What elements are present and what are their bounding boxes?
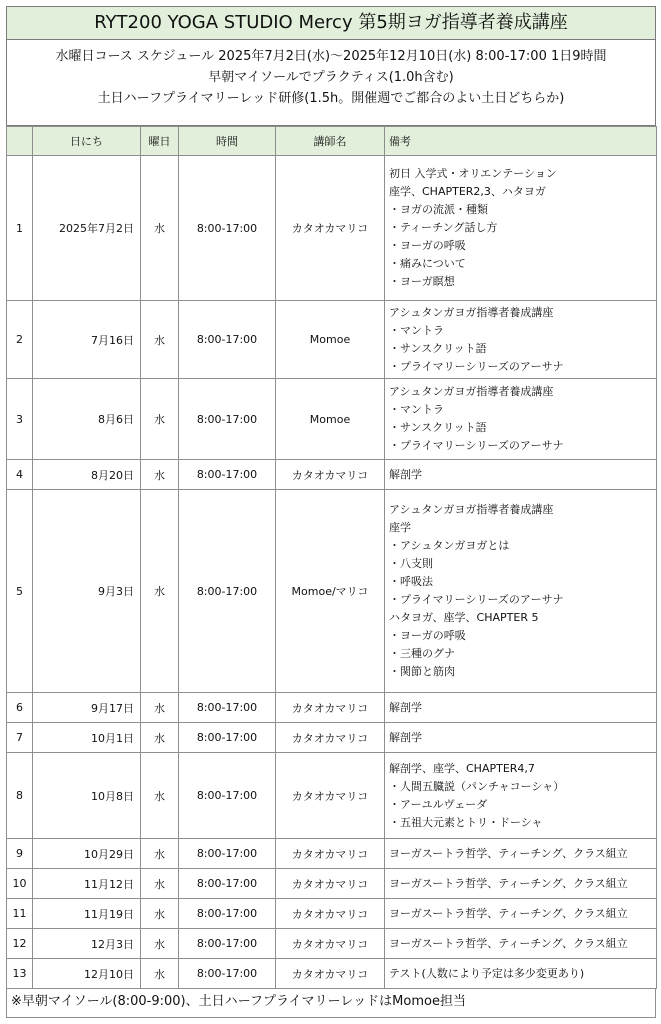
header-date: 日にち [33,127,141,156]
row-date: 8月20日 [33,460,141,490]
row-day: 水 [141,723,179,753]
row-number: 5 [7,490,33,693]
table-row [7,929,657,959]
note-line: 解剖学 [389,700,422,714]
note-line: ・プライマリーシリーズのアーサナ [389,439,564,452]
note-line: 座学、CHAPTER2,3、ハタヨガ [389,185,546,198]
row-number: 11 [7,899,33,929]
row-date: 8月6日 [33,379,141,460]
row-time: 8:00-17:00 [179,839,276,869]
row-notes [385,693,657,723]
row-day: 水 [141,753,179,839]
note-line: ・痛みについて [389,257,466,270]
header-notes: 備考 [385,127,657,156]
row-number: 9 [7,839,33,869]
note-line: ・三種のグナ [389,647,455,660]
row-number: 6 [7,693,33,723]
row-notes [385,460,657,490]
row-date: 2025年7月2日 [33,156,141,301]
note-line: 座学 [389,521,411,534]
row-date: 12月10日 [33,959,141,989]
row-instructor: カタオカマリコ [276,959,385,989]
footer-note: ※早朝マイソール(8:00-9:00)、土日ハーフプライマリーレッドはMomoe担当 [6,988,656,1018]
table-header-row [7,127,657,156]
table-row [7,301,657,379]
page-title: RYT200 YOGA STUDIO Mercy 第5期ヨガ指導者養成講座 [6,6,656,40]
row-time: 8:00-17:00 [179,490,276,693]
table-row [7,460,657,490]
row-day: 水 [141,379,179,460]
note-line: ハタヨガ、座学、CHAPTER 5 [389,611,539,624]
row-date: 10月8日 [33,753,141,839]
schedule-body [7,156,657,989]
note-line: 解剖学、座学、CHAPTER4,7 [389,761,535,775]
row-time: 8:00-17:00 [179,693,276,723]
row-day: 水 [141,899,179,929]
note-line: ・関節と筋肉 [389,665,455,678]
table-row [7,379,657,460]
row-day: 水 [141,959,179,989]
note-line: アシュタンガヨガ指導者養成講座 [389,305,554,319]
row-number: 8 [7,753,33,839]
note-line: ・呼吸法 [389,575,433,588]
row-number: 1 [7,156,33,301]
row-instructor: カタオカマリコ [276,723,385,753]
note-line: ・人間五臓説（パンチャコーシャ） [389,779,565,793]
note-line: ・五祖大元素とトリ・ドーシャ [389,815,543,829]
row-number: 4 [7,460,33,490]
table-row [7,839,657,869]
row-time: 8:00-17:00 [179,301,276,379]
row-instructor: カタオカマリコ [276,156,385,301]
note-line: ヨーガスートラ哲学、ティーチング、クラス組立 [389,876,628,890]
row-time: 8:00-17:00 [179,379,276,460]
row-date: 10月29日 [33,839,141,869]
row-day: 水 [141,301,179,379]
header-time: 時間 [179,127,276,156]
row-date: 12月3日 [33,929,141,959]
row-time: 8:00-17:00 [179,156,276,301]
note-line: ヨーガスートラ哲学、ティーチング、クラス組立 [389,846,628,860]
note-line: ・サンスクリット語 [389,421,487,434]
row-instructor: カタオカマリコ [276,899,385,929]
row-notes [385,490,657,693]
row-number: 7 [7,723,33,753]
note-line: ・マントラ [389,323,444,337]
header-day: 曜日 [141,127,179,156]
table-row [7,753,657,839]
row-day: 水 [141,460,179,490]
row-notes [385,869,657,899]
note-line: ・ヨーガ瞑想 [389,275,455,288]
note-line: 解剖学 [389,467,422,481]
row-date: 11月12日 [33,869,141,899]
note-line: ・ティーチング話し方 [389,221,498,234]
row-number: 10 [7,869,33,899]
row-number: 2 [7,301,33,379]
info-line-weekend: 土日ハーフプライマリーレッド研修(1.5h。開催週でご都合のよい土日どちらか) [97,91,565,106]
row-instructor: カタオカマリコ [276,929,385,959]
row-day: 水 [141,693,179,723]
note-line: ・アシュタンガヨガとは [389,539,510,552]
row-date: 7月16日 [33,301,141,379]
table-row [7,693,657,723]
table-row [7,899,657,929]
table-row [7,490,657,693]
row-number: 13 [7,959,33,989]
row-time: 8:00-17:00 [179,753,276,839]
note-line: テスト(人数により予定は多少変更あり) [389,966,585,980]
row-date: 9月17日 [33,693,141,723]
row-notes [385,929,657,959]
course-info [6,40,656,126]
row-day: 水 [141,490,179,693]
note-line: ・アーユルヴェーダ [389,797,488,811]
row-time: 8:00-17:00 [179,723,276,753]
row-time: 8:00-17:00 [179,959,276,989]
note-line: ・サンスクリット語 [389,341,487,355]
table-row [7,959,657,989]
row-time: 8:00-17:00 [179,869,276,899]
row-date: 10月1日 [33,723,141,753]
row-notes [385,301,657,379]
note-line: アシュタンガヨガ指導者養成講座 [389,503,554,516]
row-day: 水 [141,839,179,869]
note-line: ヨーガスートラ哲学、ティーチング、クラス組立 [389,906,628,920]
row-instructor: カタオカマリコ [276,839,385,869]
info-line-schedule: 水曜日コース スケジュール 2025年7月2日(水)～2025年12月10日(水) 8:00-17:00 1日9時間 [55,49,607,64]
row-instructor: Momoe/マリコ [276,490,385,693]
row-notes [385,899,657,929]
note-line: ・ヨーガの呼吸 [389,239,466,252]
row-day: 水 [141,156,179,301]
row-notes [385,753,657,839]
row-instructor: Momoe [276,379,385,460]
row-notes [385,156,657,301]
note-line: ・ヨーガの呼吸 [389,629,466,642]
header-no [7,127,33,156]
header-instructor: 講師名 [276,127,385,156]
table-row [7,156,657,301]
row-time: 8:00-17:00 [179,460,276,490]
note-line: ・マントラ [389,403,444,416]
row-instructor: カタオカマリコ [276,693,385,723]
row-instructor: カタオカマリコ [276,460,385,490]
schedule-table [6,126,657,989]
row-notes [385,723,657,753]
row-day: 水 [141,869,179,899]
row-notes [385,959,657,989]
row-number: 3 [7,379,33,460]
note-line: ・プライマリーシリーズのアーサナ [389,593,564,606]
table-row [7,869,657,899]
note-line: ・ヨガの流派・種類 [389,203,488,216]
row-date: 11月19日 [33,899,141,929]
row-instructor: カタオカマリコ [276,869,385,899]
row-time: 8:00-17:00 [179,899,276,929]
note-line: ・八支則 [389,557,433,570]
row-day: 水 [141,929,179,959]
note-line: ヨーガスートラ哲学、ティーチング、クラス組立 [389,936,628,950]
row-notes [385,379,657,460]
row-notes [385,839,657,869]
row-time: 8:00-17:00 [179,929,276,959]
row-number: 12 [7,929,33,959]
note-line: 初日 入学式・オリエンテーション [389,167,557,180]
note-line: 解剖学 [389,730,422,744]
table-row [7,723,657,753]
info-line-mysore: 早朝マイソールでプラクティス(1.0h含む) [208,70,454,85]
row-date: 9月3日 [33,490,141,693]
note-line: アシュタンガヨガ指導者養成講座 [389,385,554,398]
note-line: ・プライマリーシリーズのアーサナ [389,359,564,373]
row-instructor: Momoe [276,301,385,379]
row-instructor: カタオカマリコ [276,753,385,839]
